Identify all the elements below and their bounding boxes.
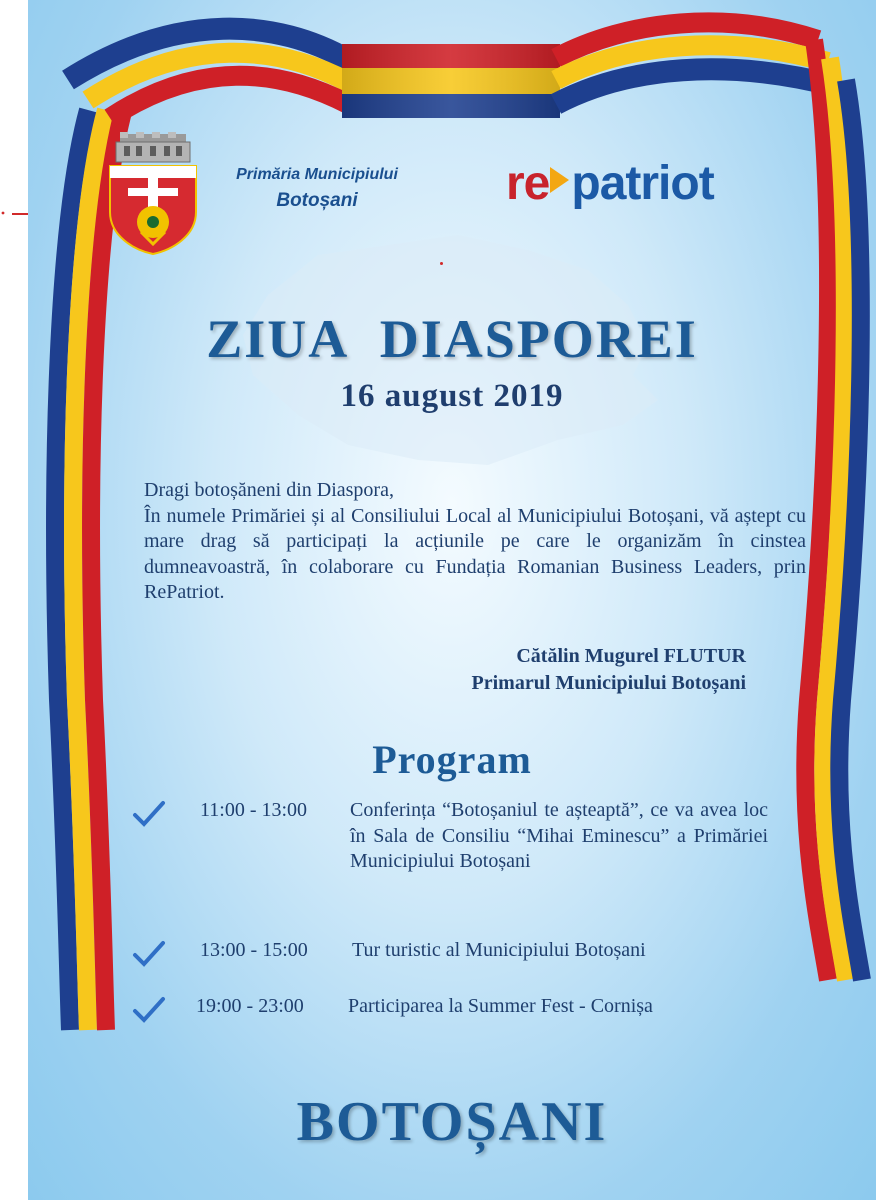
program-time: 19:00 - 23:00 — [196, 995, 304, 1017]
check-icon — [132, 996, 166, 1024]
letter-greeting: Dragi botoșăneni din Diaspora, — [144, 479, 394, 501]
city-hall-name: Primăria Municipiului — [236, 166, 398, 183]
repatriot-logo-re: re — [506, 157, 550, 210]
signature — [472, 643, 746, 697]
check-icon — [132, 800, 166, 828]
program-item — [132, 798, 792, 908]
play-arrow-icon — [550, 167, 569, 193]
invitation-letter — [144, 478, 806, 606]
poster — [28, 0, 876, 1200]
check-icon — [132, 940, 166, 968]
program-description: Conferința “Botoșaniul te așteaptă”, ce va avea loc în Sala de Consiliu “Mihai Eminescu” a Primăriei Municipiului Botoșani — [350, 799, 768, 872]
event-title: ZIUA DIASPOREI — [206, 309, 698, 369]
program-description: Tur turistic al Municipiului Botoșani — [352, 939, 646, 961]
city-name: Botoșani — [276, 190, 358, 211]
letter-body: În numele Primăriei și al Consiliului Local al Municipiului Botoșani, vă aștept cu mare drag să participați la acțiunile pe care le organizăm în cinstea dumneavoastră, în colaborare cu Fundația Romanian Business Leaders, prin RePatriot. — [144, 504, 806, 603]
red-dot — [440, 262, 443, 265]
footer-city-title: BOTOȘANI — [296, 1091, 608, 1153]
program-time: 11:00 - 13:00 — [200, 799, 308, 821]
repatriot-logo-patriot: patriot — [571, 157, 714, 210]
repatriot-logo — [506, 157, 714, 210]
program-heading: Program — [372, 737, 532, 782]
event-date: 16 august 2019 — [340, 378, 564, 414]
program-description: Participarea la Summer Fest - Cornișa — [348, 995, 653, 1017]
botosani-coat-of-arms — [106, 132, 200, 261]
signature-name: Cătălin Mugurel FLUTUR — [516, 645, 746, 667]
program-time: 13:00 - 15:00 — [200, 939, 308, 961]
signature-role: Primarul Municipiului Botoșani — [471, 672, 746, 694]
program-item — [132, 994, 792, 1024]
program-item — [132, 938, 792, 968]
